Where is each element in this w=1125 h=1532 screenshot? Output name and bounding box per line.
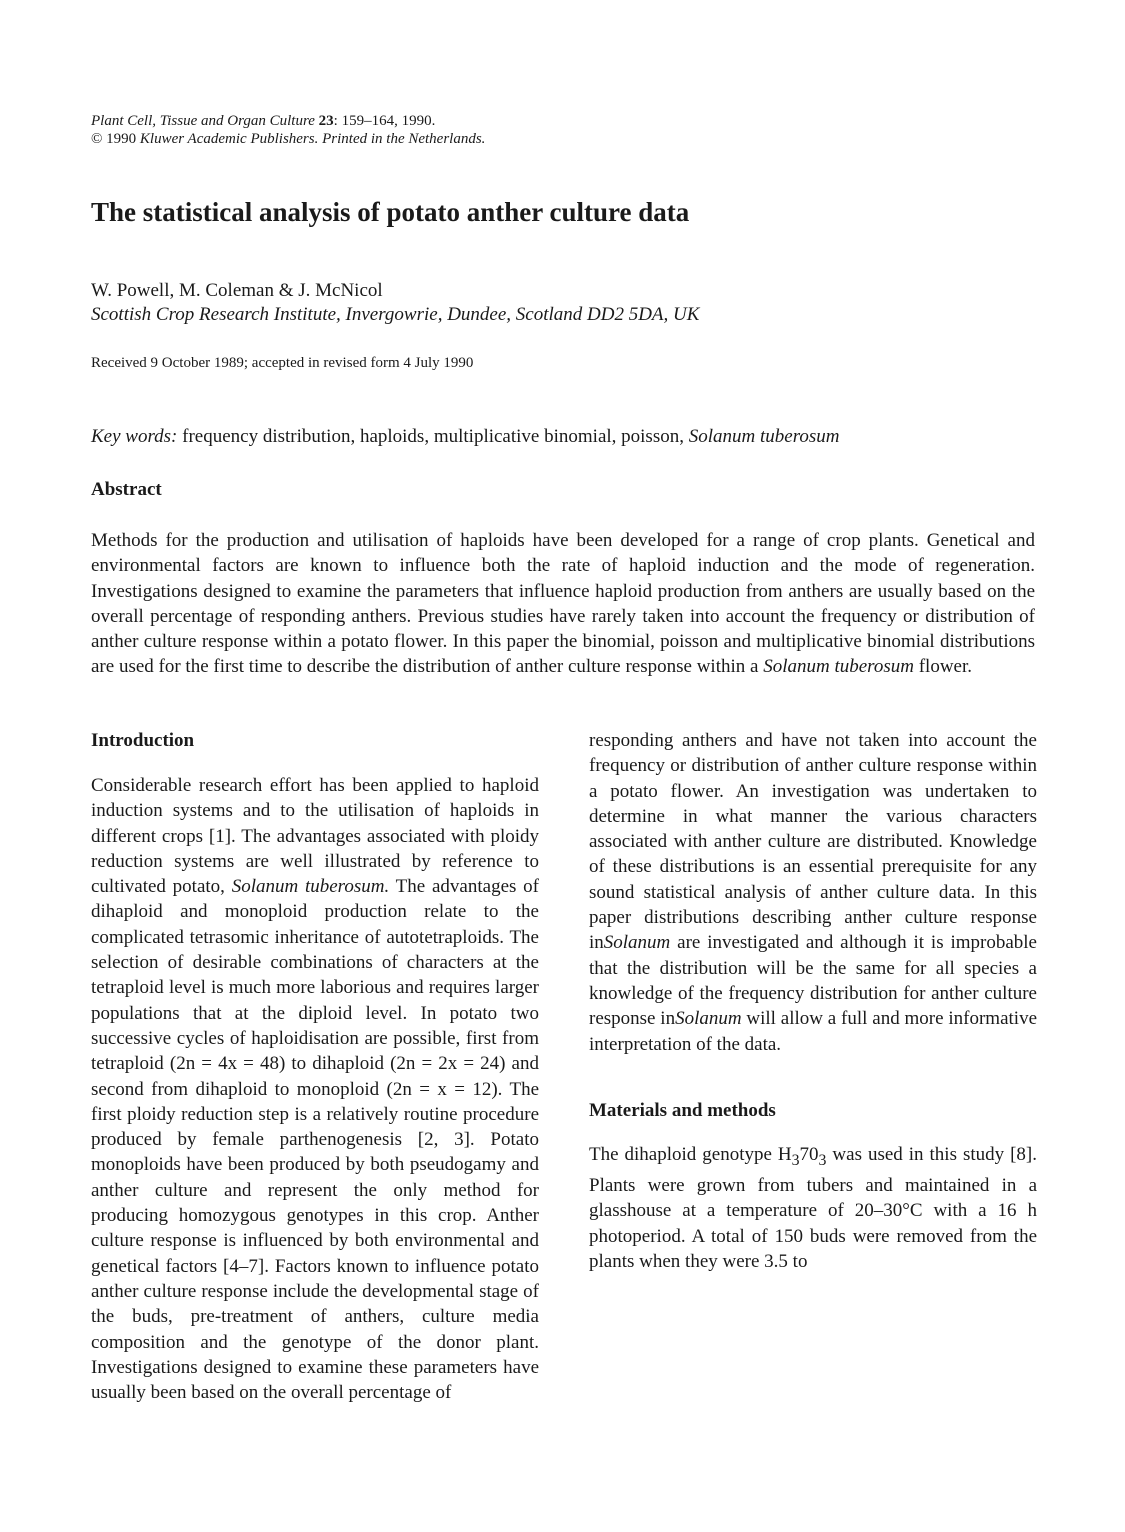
methods-sub-2: 3 <box>818 1151 827 1169</box>
abstract-body: Methods for the production and utilisation of haploids have been developed for a range of crop plants. Genetical and environmental factors are known to influence both the rate of haploid induction and the mode of regeneration. Investigations designed to examine the parameters that influence haploid production from anthers are usually based on the overall percentage of responding anthers. Previous studies have rarely taken into account the frequency or distribution of anther culture response within a potato flower. In this paper the binomial, poisson and multiplicative binomial distributions are used for the first time to describe the distribution of anther culture response within a <box>91 530 1035 678</box>
intro-text-3: are <box>670 932 708 954</box>
intro-text-4: will <box>741 1008 781 1030</box>
publisher: Kluwer Academic Publishers. Printed in the Netherlands. <box>139 131 486 147</box>
abstract-end: flower. <box>913 656 973 678</box>
copyright-line <box>91 130 485 148</box>
column-left <box>91 728 539 1405</box>
abstract-heading: Abstract <box>91 479 162 500</box>
methods-sub-1: 3 <box>791 1151 800 1169</box>
intro-species: Solanum tuberosum. <box>231 876 390 898</box>
column-right <box>589 728 1037 1274</box>
journal-volume: 23 <box>318 113 334 129</box>
keywords <box>91 426 840 448</box>
intro-text-2: The advantages of dihaploid and monoploid production relate to the complicated tetrasomic inheritance of autotetraploids. The selection of desirable combinations of characters at the tetraploid level is much more laborious and requires larger populations that at the diploid level. In potato two successive cycles of haploidisation are possible, first from tetraploid (2n = 4x = 48) to dihaploid (2n = 2x = 24) and second from dihaploid to monoploid (2n = x = 12). The first ploidy reduction step is a relatively routine procedure produced by female parthenogenesis [2, 3]. Potato monoploids have been produced by both pseudogamy and anther culture and represent the only method for producing homozygous genotypes in this crop. Anther culture response is influenced by both environmental and genetical factors [4–7]. Factors known to influence potato anther culture response include the developmental stage of the buds, pre-treatment of anthers, culture media composition and the genotype of the donor plant. Investigations designed to examine these parameters have usually been based on the overall percentage of <box>91 876 539 1404</box>
methods-text-2: 70 <box>799 1143 819 1165</box>
keywords-species: Solanum tuberosum <box>688 426 840 447</box>
copyright-year: 1990 <box>102 131 140 147</box>
abstract-species: Solanum tuberosum <box>763 656 914 678</box>
introduction-continued <box>589 728 1037 1057</box>
affiliation: Scottish Crop Research Institute, Invergowrie, Dundee, Scotland DD2 5DA, UK <box>91 304 700 325</box>
journal-pages: : 159–164, 1990. <box>333 113 436 129</box>
introduction-heading: Introduction <box>91 730 195 751</box>
intro-genus-1: Solanum <box>603 932 671 954</box>
received-dates: Received 9 October 1989; accepted in revised form 4 July 1990 <box>91 355 474 371</box>
keywords-text: frequency distribution, haploids, multiplicative binomial, poisson, <box>177 426 689 447</box>
methods-text-1: The dihaploid genotype H <box>589 1143 792 1165</box>
author-block <box>91 279 699 327</box>
journal-header <box>91 112 485 148</box>
citation-line <box>91 112 485 130</box>
abstract-text <box>91 528 1035 680</box>
introduction-paragraph <box>91 773 539 1405</box>
journal-name: Plant Cell, Tissue and Organ Culture <box>91 113 315 129</box>
keywords-label: Key words: <box>91 426 178 447</box>
intro-text-1: Considerable research effort has been applied to haploid induction systems and to the utilisation of haploids in different crops [1]. The advantages associated with ploidy reduction systems are well illustrated by reference to cultivated potato, <box>91 775 539 898</box>
methods-heading: Materials and methods <box>589 1099 776 1121</box>
paper-title: The statistical analysis of potato anther culture data <box>91 197 690 227</box>
copyright-symbol: © <box>91 131 103 147</box>
author-names: W. Powell, M. Coleman & J. McNicol <box>91 280 383 301</box>
methods-paragraph <box>589 1142 1037 1274</box>
introduction-paragraph-continued: responding anthers and have not taken into account the frequency or distribution of anther culture response within a potato flower. An investigation was undertaken to determine in what manner the various characters associated with anther culture are distributed. Knowledge of these distributions is an essential prerequisite for any sound statistical analysis of anther culture data. In this paper distributions describing anther culture response inSolanum are investigated and although it is improbable that the distribution will be the same for all species a knowledge of the frequency distribution for anther culture response inSolanum will allow a full and more informative interpretation of the data. <box>589 730 1038 1055</box>
methods-text-3: was used in this study [8]. Plants were grown from tubers and maintained in a glasshouse at a temperature of 20–30°C with a 16 h photoperiod. A total of 150 buds were removed from the plants when they were 3.5 to <box>589 1143 1037 1272</box>
intro-genus-2: Solanum <box>675 1008 742 1030</box>
